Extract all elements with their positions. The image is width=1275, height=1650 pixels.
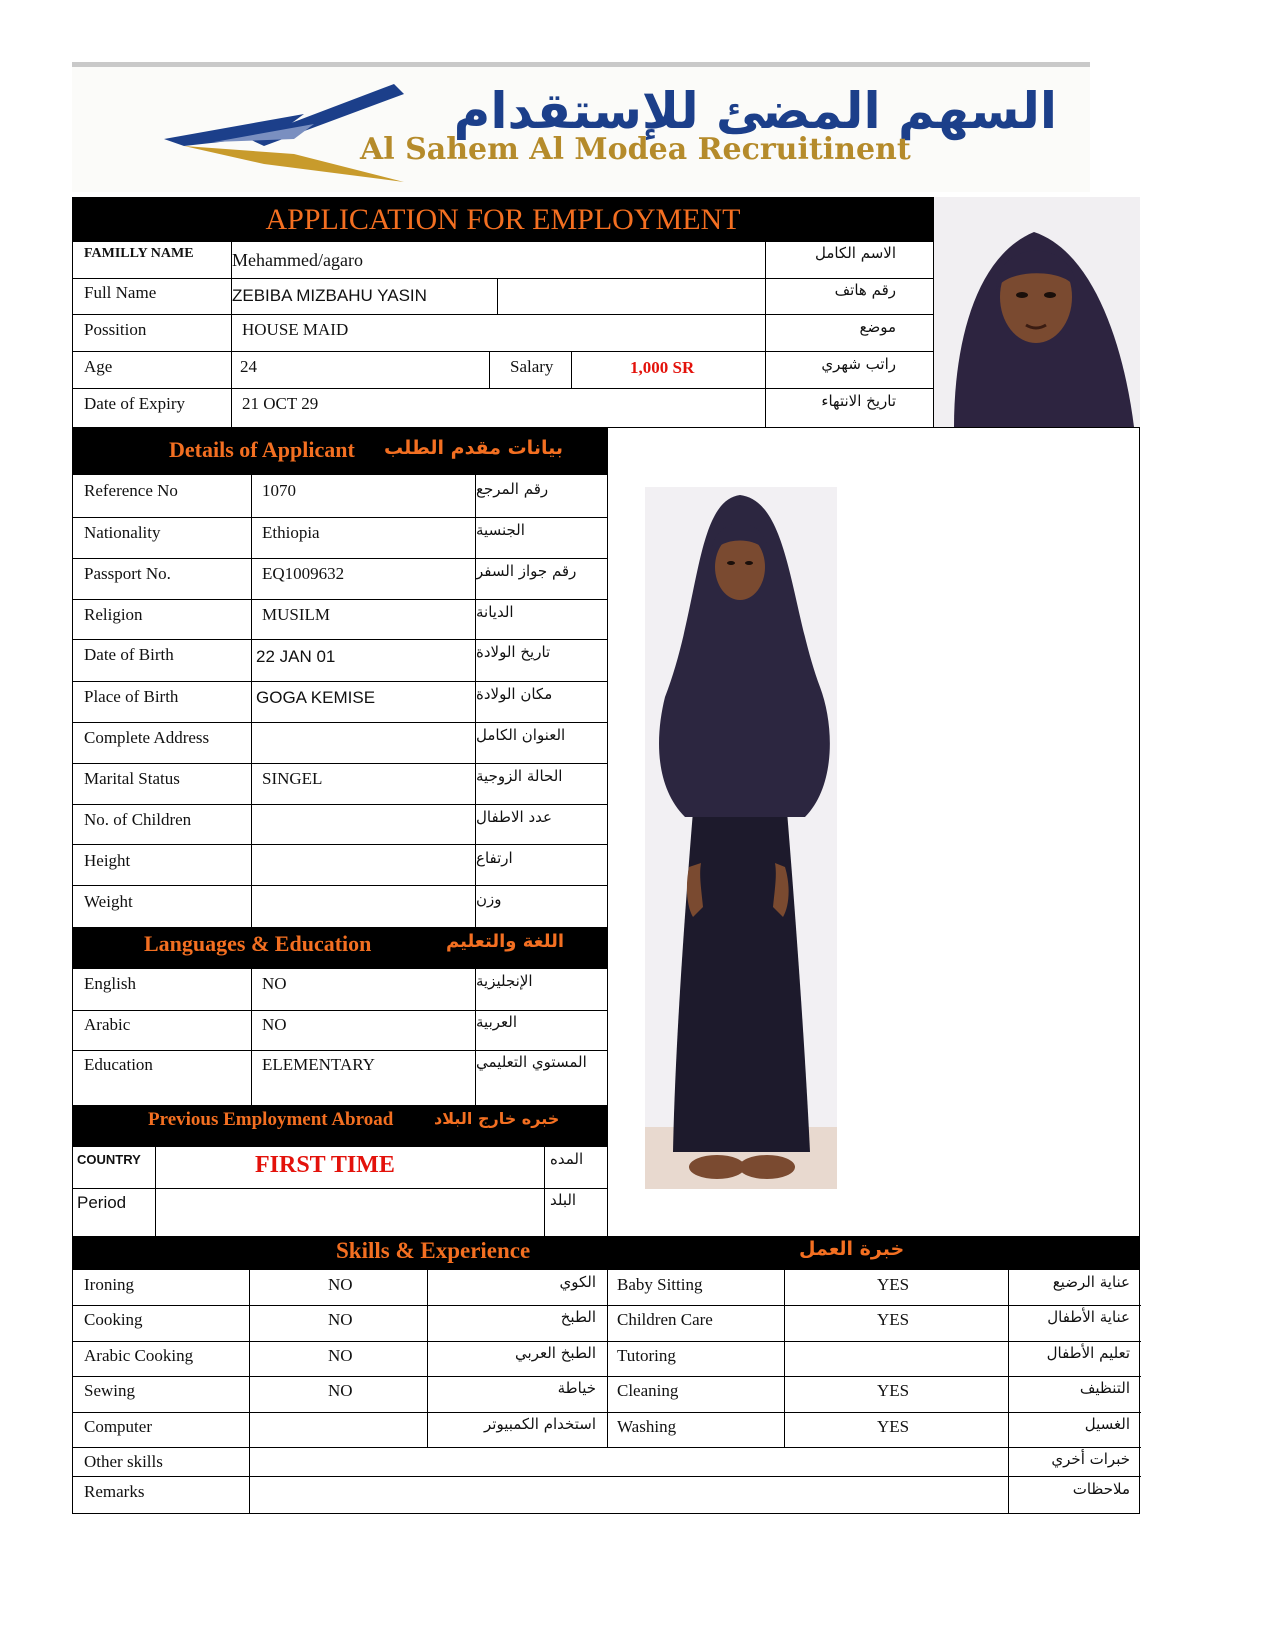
position-arabic: موضع <box>859 318 896 336</box>
skills-title-ar: خبرة العمل <box>799 1238 905 1260</box>
skill-arabic: تعليم الأطفال <box>1046 1344 1130 1362</box>
remarks-label: Remarks <box>84 1482 145 1501</box>
education-arabic: المستوي التعليمي <box>476 1053 587 1071</box>
salary-value: 1,000 SR <box>630 358 695 377</box>
detail-arabic: مكان الولادة <box>476 685 553 703</box>
age-label: Age <box>84 357 113 376</box>
language-label: English <box>84 974 136 993</box>
logo-english-text: Al Sahem Al Modea Recruitinent <box>360 132 911 167</box>
skill-arabic: استخدام الكمبيوتر <box>484 1415 596 1433</box>
detail-label: Place of Birth <box>84 687 179 706</box>
full-name-arabic: رقم هاتف <box>834 281 896 299</box>
skill-value: YES <box>877 1417 910 1436</box>
detail-value <box>252 890 262 892</box>
skill-arabic: خياطة <box>557 1379 596 1397</box>
previous-title-en: Previous Employment Abroad <box>148 1109 394 1130</box>
skill-label: Children Care <box>617 1310 713 1329</box>
detail-arabic: عدد الاطفال <box>476 808 552 826</box>
detail-value <box>252 726 262 728</box>
languages-title-ar: اللغة والتعليم <box>446 931 565 952</box>
skills-title-en: Skills & Experience <box>336 1238 531 1263</box>
position-value: HOUSE MAID <box>242 320 349 339</box>
detail-label: No. of Children <box>84 810 192 829</box>
other-skills-label: Other skills <box>84 1452 163 1471</box>
skill-label: Baby Sitting <box>617 1275 703 1294</box>
education-label: Education <box>84 1055 153 1074</box>
detail-label: Passport No. <box>84 564 171 583</box>
detail-label: Nationality <box>84 523 161 542</box>
details-title-ar: بيانات مقدم الطلب <box>384 437 563 459</box>
skills-header <box>72 1237 1140 1270</box>
languages-title-en: Languages & Education <box>144 931 372 956</box>
details-header <box>72 427 608 475</box>
detail-value: SINGEL <box>262 769 323 788</box>
detail-value <box>252 808 262 810</box>
country-arabic: المده <box>550 1150 584 1168</box>
detail-value: Ethiopia <box>262 523 320 542</box>
skill-value: NO <box>328 1381 353 1400</box>
country-label: COUNTRY <box>77 1152 141 1167</box>
detail-label: Weight <box>84 892 133 911</box>
skill-label: Cooking <box>84 1310 143 1329</box>
language-arabic: الإنجليزية <box>476 972 533 990</box>
skill-arabic: الطبخ <box>560 1308 596 1326</box>
detail-value: MUSILM <box>262 605 331 624</box>
family-name-value: Mehammed/agaro <box>232 250 363 270</box>
detail-arabic: الديانة <box>476 603 514 621</box>
language-label: Arabic <box>84 1015 131 1034</box>
language-value: NO <box>262 974 287 993</box>
detail-label: Complete Address <box>84 728 210 747</box>
detail-label: Marital Status <box>84 769 180 788</box>
detail-value: 22 JAN 01 <box>256 647 336 666</box>
skill-value: NO <box>328 1275 353 1294</box>
skill-arabic: عناية الأطفال <box>1047 1308 1130 1326</box>
detail-value <box>252 849 262 851</box>
expiry-label: Date of Expiry <box>84 394 186 413</box>
expiry-value: 21 OCT 29 <box>242 394 319 413</box>
skill-value: NO <box>328 1346 353 1365</box>
family-name-arabic: الاسم الكامل <box>814 244 896 262</box>
position-label: Possition <box>84 320 147 339</box>
age-value: 24 <box>240 357 257 376</box>
form-title: APPLICATION FOR EMPLOYMENT <box>265 203 741 236</box>
detail-label: Religion <box>84 605 143 624</box>
skill-value: YES <box>877 1275 910 1294</box>
language-arabic: العربية <box>476 1013 517 1031</box>
skill-value <box>867 1344 877 1346</box>
previous-header <box>72 1105 608 1147</box>
skill-label: Sewing <box>84 1381 135 1400</box>
detail-label: Reference No <box>84 481 178 500</box>
skill-value: YES <box>877 1381 910 1400</box>
skill-label: Computer <box>84 1417 152 1436</box>
detail-arabic: رقم جواز السفر <box>476 562 577 580</box>
other-skills-arabic: خبرات أخري <box>1051 1450 1130 1468</box>
skill-label: Arabic Cooking <box>84 1346 194 1365</box>
detail-value: GOGA KEMISE <box>256 688 376 707</box>
skill-label: Washing <box>617 1417 677 1436</box>
detail-arabic: تاريخ الولادة <box>476 643 551 661</box>
country-value: FIRST TIME <box>255 1152 395 1178</box>
skill-arabic: الغسيل <box>1084 1415 1130 1433</box>
education-value: ELEMENTARY <box>262 1055 375 1074</box>
detail-label: Date of Birth <box>84 645 174 664</box>
skill-label: Cleaning <box>617 1381 679 1400</box>
expiry-arabic: تاريخ الانتهاء <box>821 392 896 410</box>
salary-label: Salary <box>510 357 554 376</box>
skill-label: Tutoring <box>617 1346 676 1365</box>
detail-arabic: رقم المرجع <box>476 480 549 498</box>
skill-arabic: التنظيف <box>1079 1379 1130 1397</box>
period-arabic: البلد <box>550 1191 577 1209</box>
language-value: NO <box>262 1015 287 1034</box>
letterhead <box>72 62 1090 192</box>
full-name-label: Full Name <box>84 283 157 302</box>
applicant-full-photo <box>645 487 837 1189</box>
details-title-en: Details of Applicant <box>169 437 355 462</box>
skill-arabic: الطبخ العربي <box>515 1344 596 1362</box>
detail-arabic: ارتفاع <box>476 849 513 867</box>
skill-label: Ironing <box>84 1275 135 1294</box>
skills-table <box>72 1270 1140 1514</box>
detail-arabic: الجنسية <box>476 521 525 539</box>
skill-value: NO <box>328 1310 353 1329</box>
detail-arabic: العنوان الكامل <box>476 726 566 744</box>
detail-label: Height <box>84 851 131 870</box>
logo-arabic-text: السهم المضئ للإستقدام <box>453 82 1057 140</box>
remarks-arabic: ملاحظات <box>1072 1480 1130 1498</box>
salary-arabic: راتب شهري <box>821 355 896 373</box>
skill-value <box>318 1415 328 1417</box>
full-name-value: ZEBIBA MIZBAHU YASIN <box>232 286 427 305</box>
form-title-bar <box>72 197 934 242</box>
applicant-portrait-photo <box>934 197 1140 427</box>
period-label: Period <box>77 1193 127 1212</box>
detail-arabic: الحالة الزوجية <box>476 767 563 785</box>
previous-title-ar: خبره خارج البلاد <box>434 1109 560 1128</box>
family-name-label: FAMILLY NAME <box>84 246 194 261</box>
skill-arabic: عناية الرضيع <box>1052 1273 1130 1291</box>
skill-value: YES <box>877 1310 910 1329</box>
detail-value: EQ1009632 <box>262 564 345 583</box>
languages-header <box>72 927 608 969</box>
detail-value: 1070 <box>262 481 296 500</box>
skill-arabic: الكوي <box>559 1273 596 1291</box>
detail-arabic: وزن <box>476 890 502 908</box>
